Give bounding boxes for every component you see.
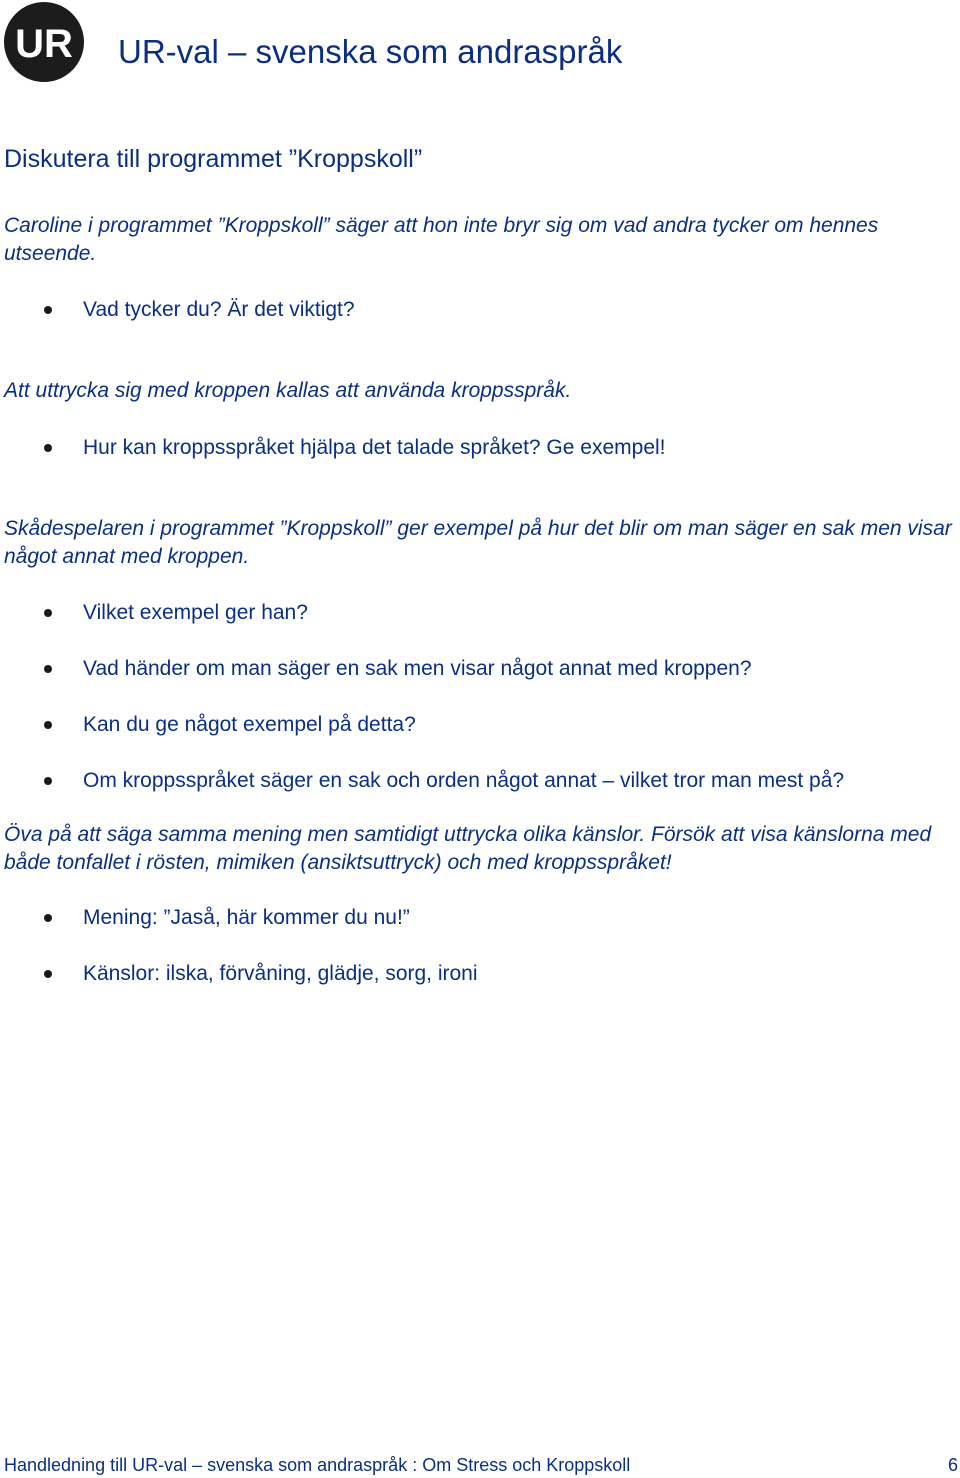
list-item-text: Om kroppsspråket säger en sak och orden något annat – vilket tror man mest på?	[83, 769, 845, 792]
list-item	[0, 295, 950, 325]
list-item-text: Vilket exempel ger han?	[83, 601, 308, 624]
list-item	[0, 654, 950, 684]
list-item-text: Vad händer om man säger en sak men visar något annat med kroppen?	[83, 657, 752, 680]
list-item-text: Kan du ge något exempel på detta?	[83, 713, 416, 736]
bullet-icon	[44, 665, 52, 673]
list-item-text: Känslor: ilska, förvåning, glädje, sorg, ironi	[83, 962, 478, 985]
ur-logo-text: UR	[15, 22, 73, 66]
bullet-icon	[44, 970, 52, 978]
bullet-icon	[44, 777, 52, 785]
list-item	[0, 710, 950, 740]
list-item	[0, 433, 950, 463]
bullet-icon	[44, 914, 52, 922]
page-footer	[4, 1452, 958, 1478]
ur-logo	[4, 2, 84, 82]
paragraph-practice: Öva på att säga samma mening men samtidigt uttrycka olika känslor. Försök att visa känslorna med både tonfallet i rösten, mimiken (ansiktsuttryck) och med kroppsspråket!	[4, 823, 932, 874]
section-heading: Diskutera till programmet ”Kroppskoll”	[4, 145, 423, 173]
list-item-text: Hur kan kroppsspråket hjälpa det talade språket? Ge exempel!	[83, 436, 666, 459]
list-item	[0, 598, 950, 628]
paragraph-body-language: Att uttrycka sig med kroppen kallas att använda kroppsspråk.	[4, 379, 572, 402]
bullet-icon	[44, 444, 52, 452]
paragraph-caroline: Caroline i programmet ”Kroppskoll” säger att hon inte bryr sig om vad andra tycker om hennes utseende.	[4, 214, 879, 265]
paragraph-actor: Skådespelaren i programmet ”Kroppskoll” ger exempel på hur det blir om man säger en sak men visar något annat med kroppen.	[4, 517, 952, 568]
page-number: 6	[947, 1455, 958, 1475]
footer-text: Handledning till UR-val – svenska som andraspråk : Om Stress och Kroppskoll	[4, 1455, 631, 1475]
list-item	[0, 903, 950, 933]
list-item-text: Vad tycker du? Är det viktigt?	[83, 298, 355, 321]
bullet-icon	[44, 721, 52, 729]
list-item-text: Mening: ”Jaså, här kommer du nu!”	[83, 906, 410, 929]
bullet-icon	[44, 306, 52, 314]
document-title: UR-val – svenska som andraspråk	[118, 33, 623, 70]
list-item	[0, 766, 950, 796]
list-item	[0, 959, 950, 989]
bullet-icon	[44, 609, 52, 617]
